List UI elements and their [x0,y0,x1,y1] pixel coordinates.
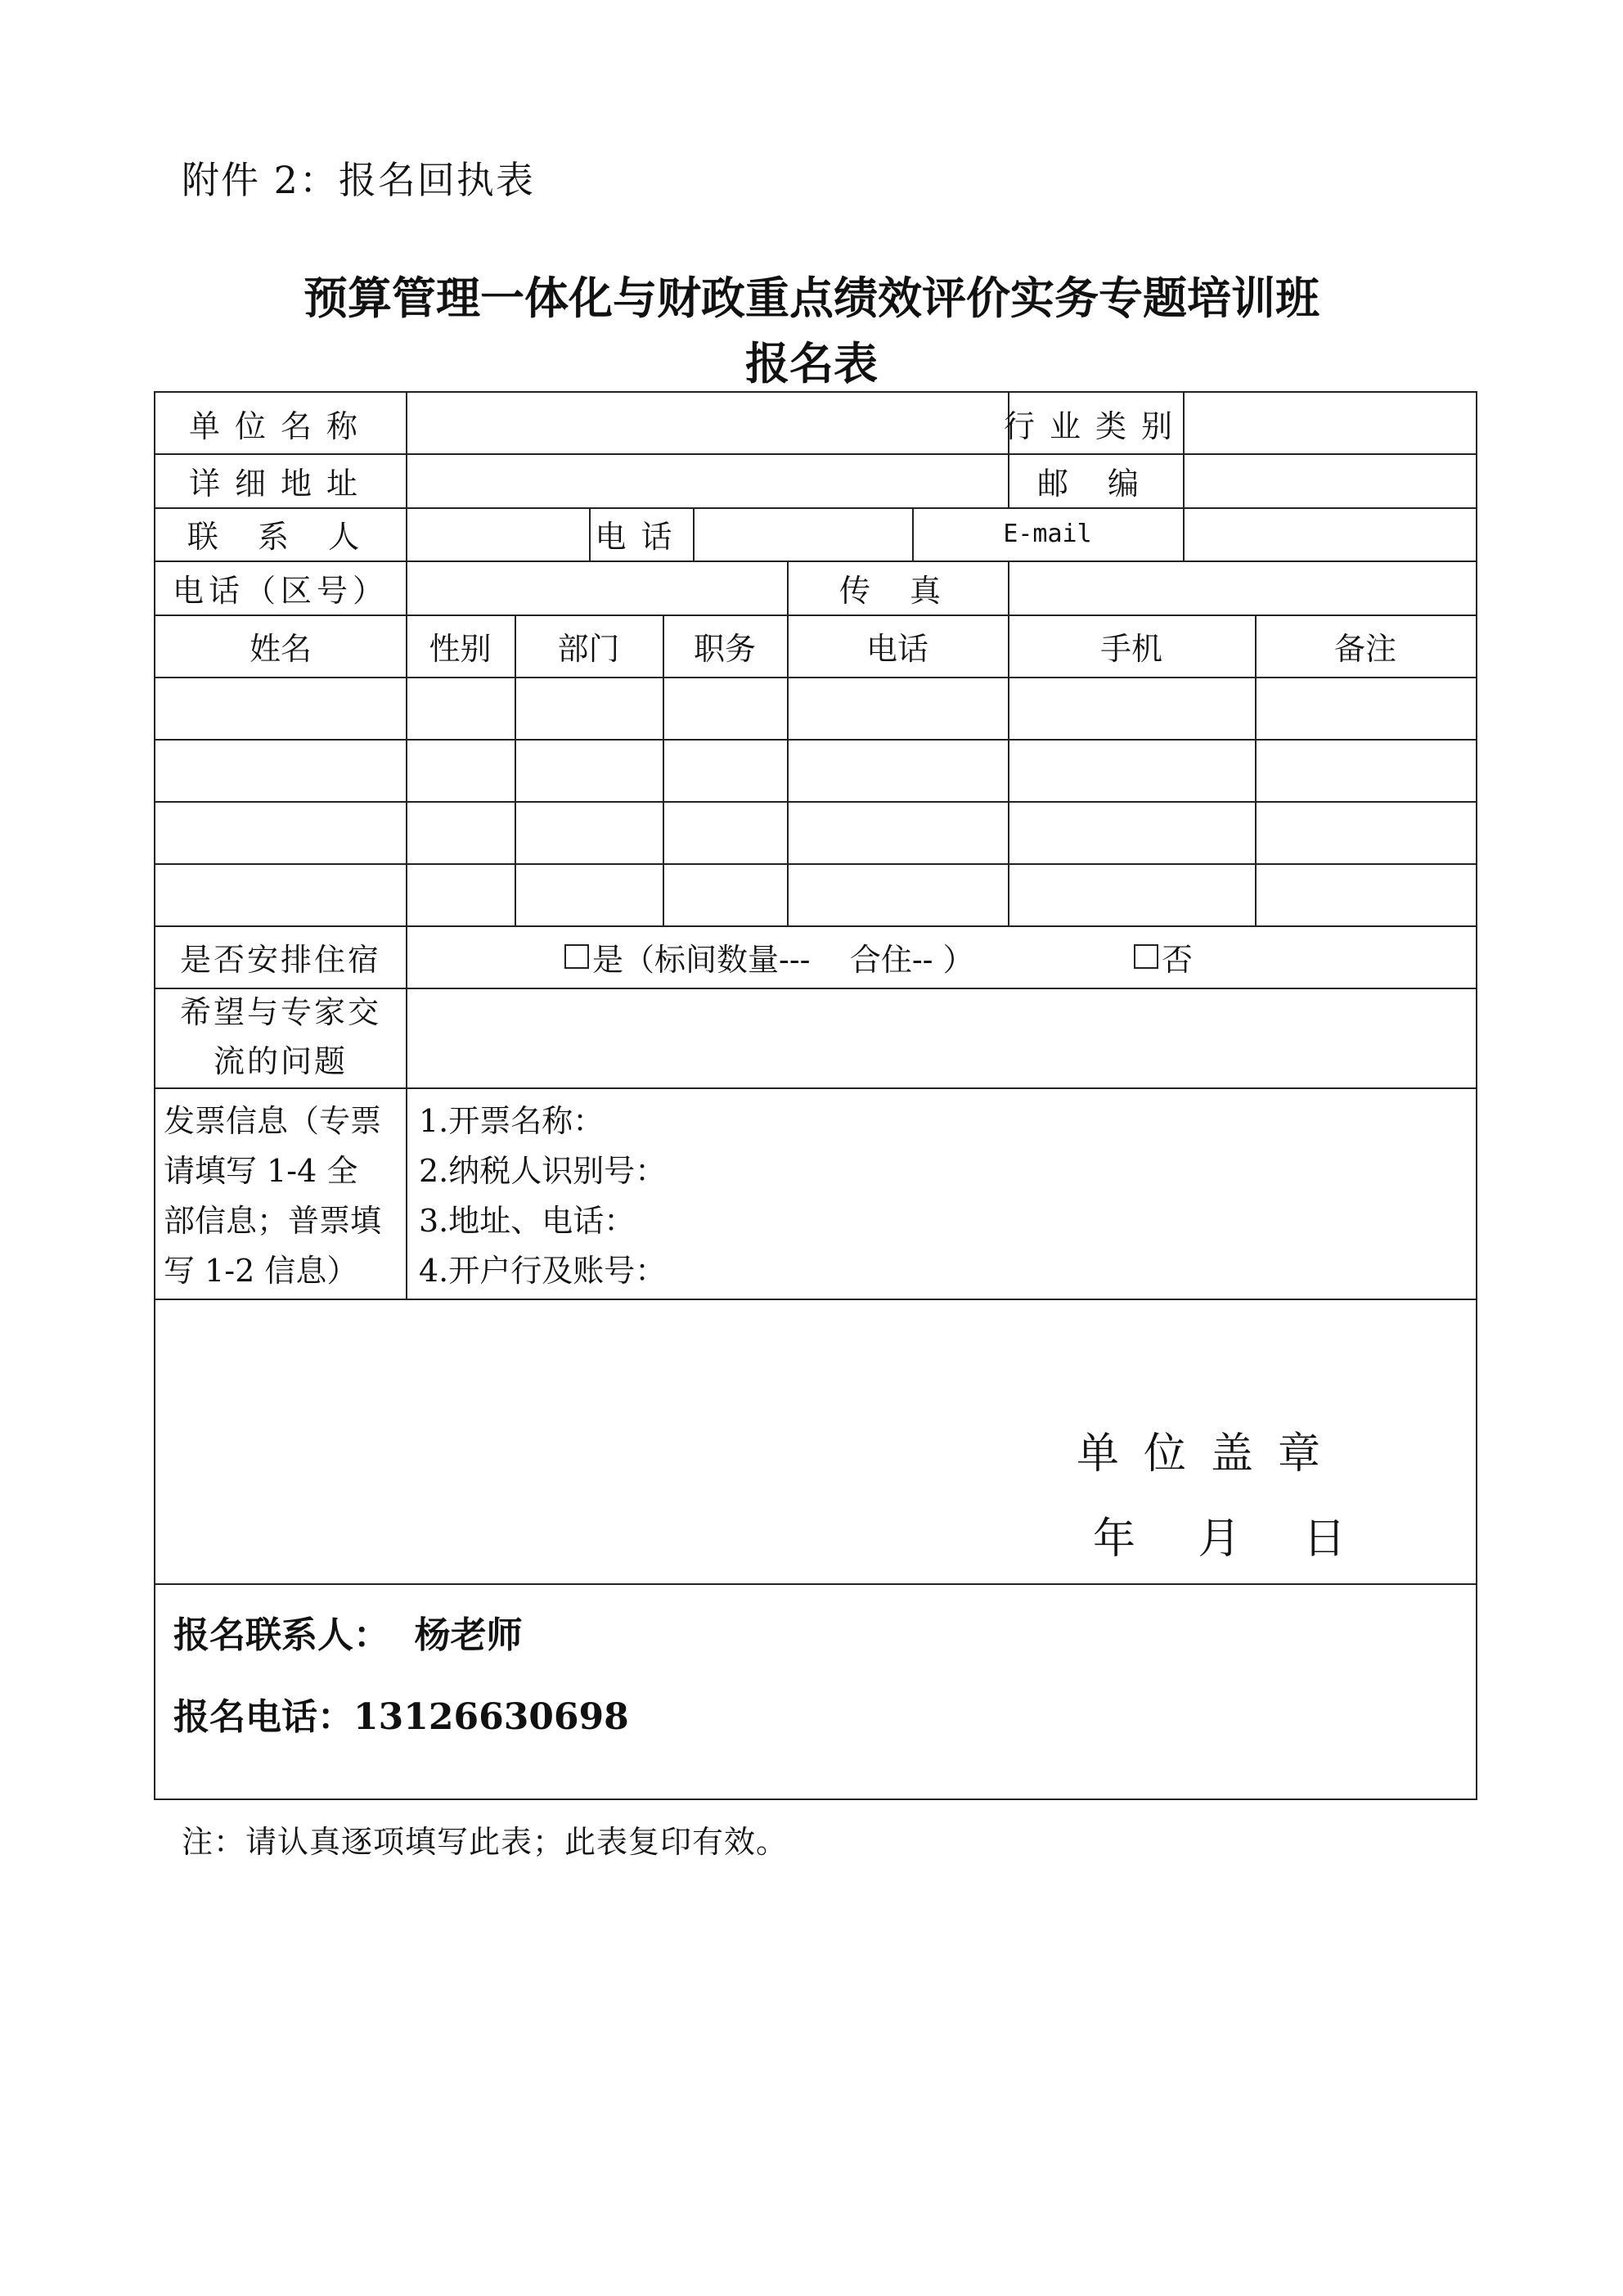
expert-question-field[interactable] [406,988,1476,1087]
expert-question-label-line: 希望与专家交 [179,994,381,1030]
expert-question-label [155,988,406,1086]
signup-phone: 报名电话：13126630698 [173,1696,629,1738]
row-divider [155,1087,1476,1089]
col-header-mobile: 手机 [1099,630,1162,667]
accommodation-no-option[interactable] [1134,925,1297,988]
accommodation-yes-option[interactable] [564,925,1023,988]
table-row[interactable] [155,739,1476,801]
invoice-item[interactable]: 2.纳税人识别号： [419,1153,667,1189]
unit-name-field[interactable] [406,393,1008,453]
col-header-remarks: 备注 [1333,630,1396,667]
footer-note: 注：请认真逐项填写此表；此表复印有效。 [182,1824,789,1860]
invoice-items[interactable] [419,1096,1466,1296]
col-header-phone: 电话 [865,630,928,667]
address-label: 详细地址 [188,465,372,502]
postcode-label: 邮 编 [1036,465,1154,502]
table-row[interactable] [155,801,1476,863]
registration-form [154,391,1477,1800]
invoice-label-line: 写 1-2 信息） [164,1253,358,1289]
invoice-item[interactable]: 3.地址、电话： [419,1203,636,1239]
industry-field[interactable] [1183,393,1476,453]
invoice-label-line: 发票信息（专票 [164,1103,382,1139]
phone-label: 电话 [595,519,687,555]
postcode-field[interactable] [1183,453,1476,507]
area-phone-label: 电话（区号） [172,572,389,609]
form-title: 预算管理一体化与财政重点绩效评价实务专题培训班 [303,272,1320,324]
form-subtitle: 报名表 [745,337,878,389]
invoice-label-line: 请填写 1-4 全 [164,1153,358,1189]
accommodation-no-label: 否 [1162,941,1194,978]
col-header-name: 姓名 [249,630,312,667]
invoice-label-line: 部信息；普票填 [164,1203,382,1239]
unit-name-label: 单位名称 [188,407,372,444]
fax-field[interactable] [1008,560,1476,615]
invoice-item[interactable]: 4.开户行及账号： [419,1253,667,1289]
contact-person-field[interactable] [406,507,589,560]
email-field[interactable] [1183,507,1476,560]
expert-question-label-line: 流的问题 [213,1043,348,1079]
contact-person-label: 联 系 人 [187,519,375,555]
fax-label: 传 真 [838,572,956,609]
row-divider [155,1299,1476,1300]
col-header-gender: 性别 [429,630,492,667]
address-field[interactable] [406,453,1008,507]
unit-seal-label: 单位盖章 [1077,1429,1346,1479]
accommodation-yes-label: 是（标间数量--- 合住-- ） [592,941,974,978]
industry-label: 行业类别 [1004,407,1188,444]
invoice-item[interactable]: 1.开票名称： [419,1103,605,1139]
attachment-label: 附件 2：报名回执表 [182,158,535,202]
area-phone-field[interactable] [406,560,787,615]
invoice-label [164,1096,401,1296]
phone-field[interactable] [693,507,912,560]
checkbox-icon[interactable] [1134,944,1158,969]
date-label: 年 月 日 [1093,1515,1347,1564]
signup-contact: 报名联系人： 杨老师 [173,1614,523,1656]
col-header-department: 部门 [557,630,620,667]
table-row[interactable] [155,677,1476,739]
checkbox-icon[interactable] [564,944,589,969]
table-row[interactable] [155,863,1476,925]
email-label: E-mail [1003,520,1092,548]
col-header-position: 职务 [693,630,756,667]
row-divider [155,1583,1476,1585]
accommodation-label: 是否安排住宿 [179,941,381,978]
